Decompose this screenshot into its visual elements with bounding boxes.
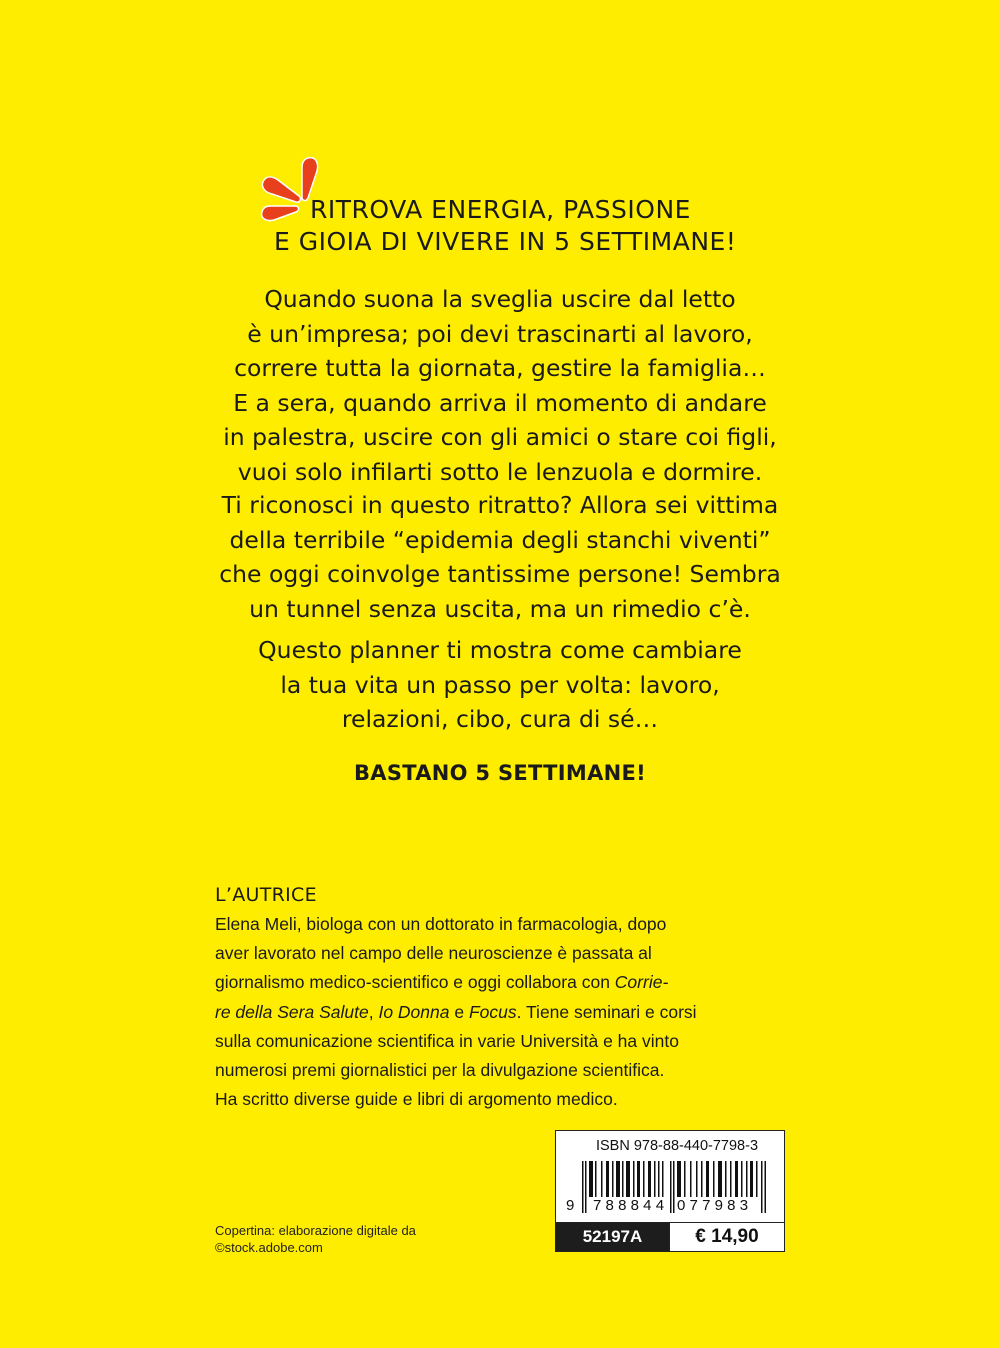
- isbn-text: ISBN 978-88-440-7798-3: [595, 1138, 759, 1154]
- paragraph-line: della terribile “epidemia degli stanchi viventi”: [229, 525, 771, 554]
- bio-line: giornalismo medico-scientifico e oggi collabora con Corrie-: [215, 972, 669, 993]
- credit-line: ©stock.adobe.com: [215, 1240, 323, 1255]
- solution-paragraph: [150, 633, 850, 737]
- paragraph-line: un tunnel senza uscita, ma un rimedio c’è.: [249, 594, 751, 623]
- headline: [250, 194, 750, 258]
- credit-line: Copertina: elaborazione digitale da: [215, 1223, 416, 1238]
- ean-right-group: 077983: [677, 1197, 753, 1214]
- paragraph-line: la tua vita un passo per volta: lavoro,: [280, 670, 720, 699]
- cover-credit: [215, 1222, 416, 1256]
- bio-line: Ha scritto diverse guide e libri di argomento medico.: [215, 1089, 618, 1110]
- problem-paragraph: [150, 488, 850, 626]
- intro-paragraph: [150, 282, 850, 489]
- bio-line: sulla comunicazione scientifica in varie Università e ha vinto: [215, 1030, 679, 1051]
- author-bio: [215, 910, 800, 1114]
- bio-line: numerosi premi giornalistici per la divulgazione scientifica.: [215, 1060, 665, 1081]
- publication-name: Corrie-: [614, 972, 669, 993]
- author-section-title: L’AUTRICE: [215, 884, 317, 906]
- paragraph-line: vuoi solo infilarti sotto le lenzuola e dormire.: [237, 457, 763, 486]
- ean-left-group: 788844: [593, 1197, 669, 1214]
- publication-name: Focus: [468, 1001, 517, 1022]
- ean-first-digit: 9: [566, 1197, 575, 1214]
- price: € 14,90: [669, 1223, 784, 1251]
- paragraph-line: in palestra, uscire con gli amici o stare coi figli,: [223, 423, 777, 451]
- publication-name: re della Sera Salute: [215, 1001, 369, 1022]
- bio-line: aver lavorato nel campo delle neuroscienze è passata al: [215, 943, 652, 964]
- bio-line: re della Sera Salute, Io Donna e Focus. Tiene seminari e corsi: [215, 1001, 697, 1022]
- paragraph-line: correre tutta la giornata, gestire la famiglia…: [234, 354, 766, 382]
- paragraph-line: Quando suona la sveglia uscire dal letto: [264, 285, 736, 313]
- headline-line-2: E GIOIA DI VIVERE IN 5 SETTIMANE!: [274, 227, 737, 256]
- paragraph-line: è un’impresa; poi devi trascinarti al lavoro,: [247, 319, 753, 348]
- call-to-action: BASTANO 5 SETTIMANE!: [353, 761, 647, 785]
- paragraph-line: Ti riconosci in questo ritratto? Allora sei vittima: [221, 491, 779, 519]
- product-code: 52197A: [556, 1223, 669, 1251]
- price-row: [556, 1222, 784, 1251]
- paragraph-line: che oggi coinvolge tantissime persone! Sembra: [219, 560, 781, 588]
- barcode-label: [555, 1130, 785, 1252]
- publication-name: Io Donna: [378, 1001, 450, 1022]
- paragraph-line: relazioni, cibo, cura di sé…: [341, 705, 659, 733]
- paragraph-line: Questo planner ti mostra come cambiare: [258, 636, 742, 664]
- headline-line-1: RITROVA ENERGIA, PASSIONE: [310, 195, 691, 224]
- paragraph-line: E a sera, quando arriva il momento di andare: [233, 388, 767, 417]
- bio-line: Elena Meli, biologa con un dottorato in farmacologia, dopo: [215, 914, 667, 934]
